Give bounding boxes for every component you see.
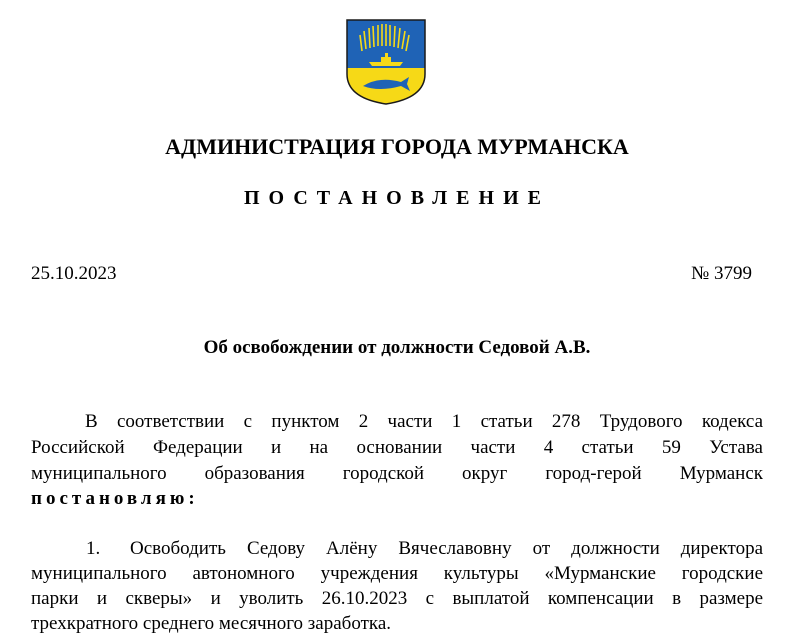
list-item-line: трехкратного среднего месячного заработка. [31,613,391,634]
list-item-line: парки и скверы» и уволить 26.10.2023 с выплатой компенсации в размере [31,588,763,609]
preamble-line: Российской Федерации и на основании части 4 статьи 59 Устава [31,437,763,458]
document-subject: Об освобождении от должности Седовой А.В. [203,337,591,358]
city-emblem-icon [345,18,427,106]
resolves-word: постановляю: [31,488,199,509]
preamble-line: муниципального образования городской округ город-герой Мурманск [31,463,763,484]
preamble-line: В соответствии с пунктом 2 части 1 статьи 278 Трудового кодекса [85,411,763,432]
document-number: № 3799 [691,263,752,284]
list-item-line: муниципального автономного учреждения культуры «Мурманские городские [31,563,763,584]
document-date: 25.10.2023 [31,263,117,284]
document-type: ПОСТАНОВЛЕНИЕ [244,187,550,209]
list-item-marker: 1. [86,538,101,559]
list-item-line: Освободить Седову Алёну Вячеславовну от должности директора [130,538,763,559]
organization-title: АДМИНИСТРАЦИЯ ГОРОДА МУРМАНСКА [165,134,629,159]
